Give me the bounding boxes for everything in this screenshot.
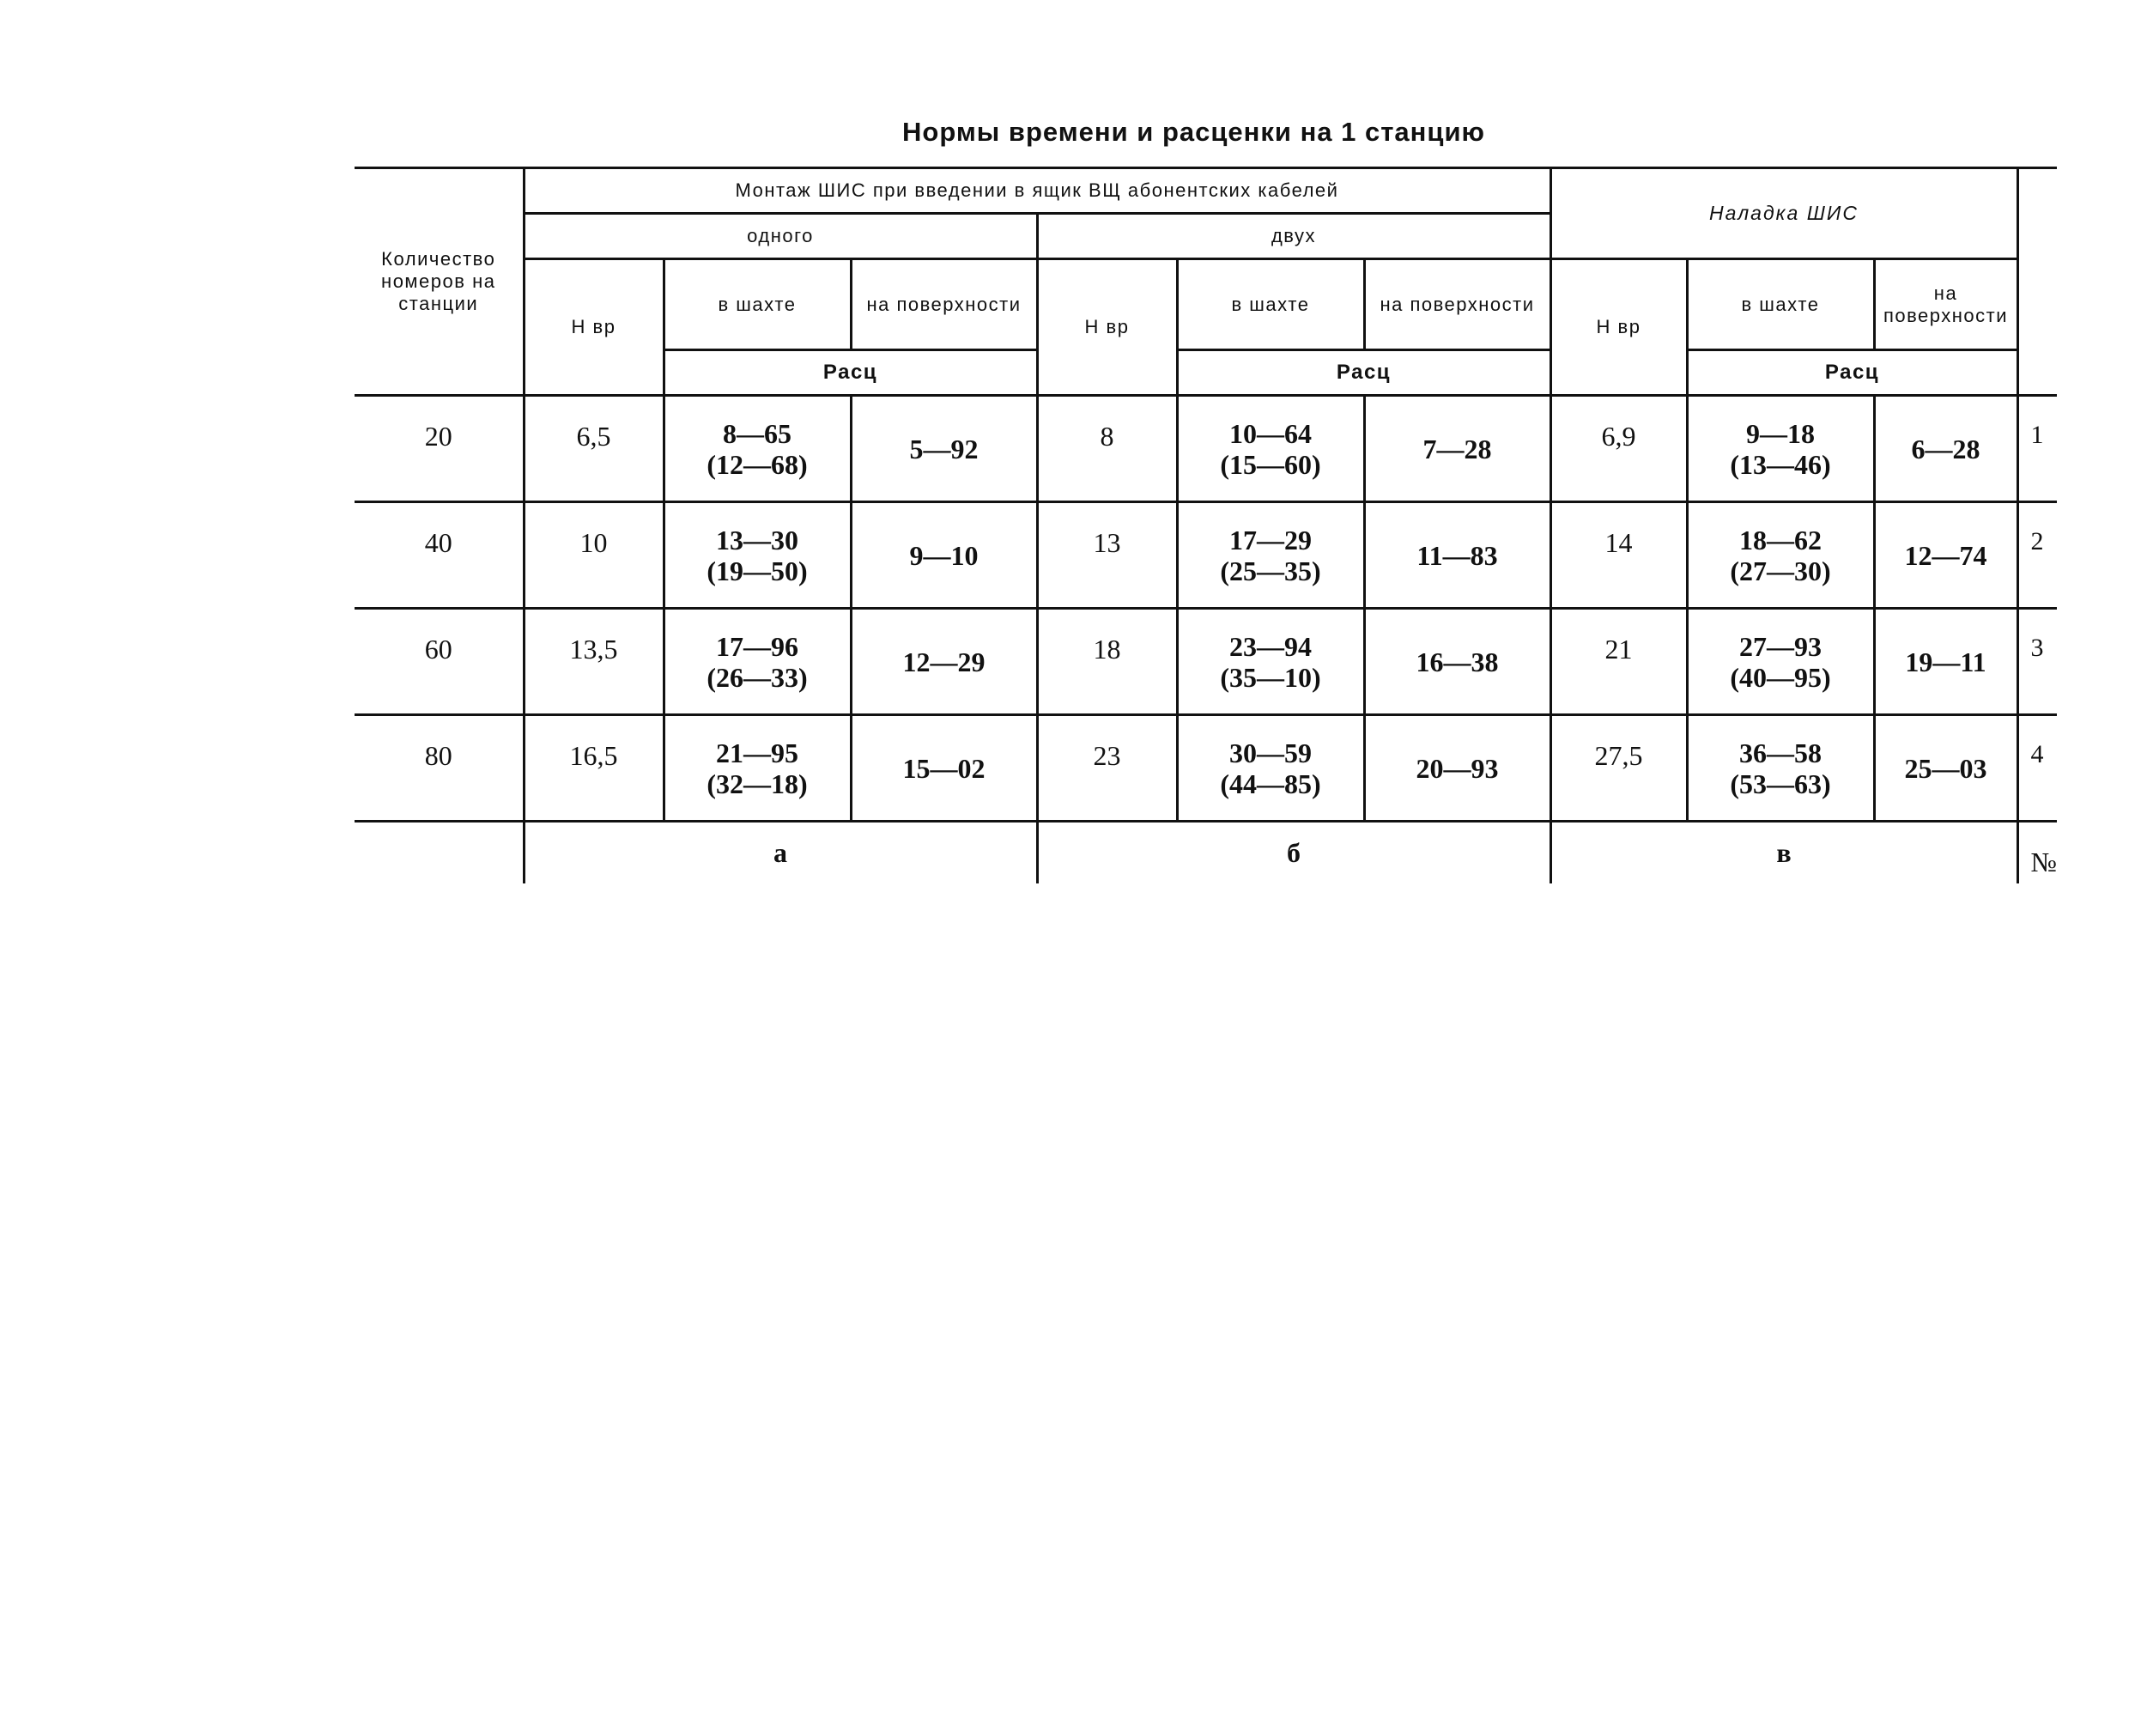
naladka-header: Наладка ШИС [1550, 168, 2017, 259]
number-sign-cell: № [2017, 822, 2057, 883]
a-shaft-header: в шахте [664, 259, 851, 350]
qty-header: Количество номеров на станции [355, 168, 524, 396]
row-number-cell: 3 [2017, 609, 2057, 715]
a-shaft-cell: 8—65 (12—68) [664, 396, 851, 502]
c-nvr-cell: 14 [1550, 502, 1687, 609]
c-surface-cell: 6—28 [1874, 396, 2017, 502]
b-nvr-cell: 8 [1037, 396, 1177, 502]
c-nvr-header: Н вр [1550, 259, 1687, 396]
b-surface-cell: 16—38 [1364, 609, 1550, 715]
qty-cell: 20 [355, 396, 524, 502]
c-surface-cell: 25—03 [1874, 715, 2017, 822]
column-letter-b: б [1037, 822, 1550, 883]
c-shaft-cell: 18—62 (27—30) [1687, 502, 1874, 609]
page-title: Нормы времени и расценки на 1 станцию [902, 117, 1485, 147]
table-row [355, 396, 2057, 502]
c-shaft-cell: 36—58 (53—63) [1687, 715, 1874, 822]
a-shaft-cell: 13—30 (19—50) [664, 502, 851, 609]
c-shaft-cell: 9—18 (13—46) [1687, 396, 1874, 502]
norms-table [355, 167, 2057, 883]
a-rasc-header: Расц [664, 350, 1037, 396]
b-surface-cell: 11—83 [1364, 502, 1550, 609]
a-shaft-cell: 17—96 (26—33) [664, 609, 851, 715]
row-number-cell: 2 [2017, 502, 2057, 609]
a-nvr-header: Н вр [524, 259, 664, 396]
c-nvr-cell: 21 [1550, 609, 1687, 715]
b-shaft-cell: 17—29 (25—35) [1177, 502, 1364, 609]
column-letter-c: в [1550, 822, 2017, 883]
c-nvr-cell: 6,9 [1550, 396, 1687, 502]
b-nvr-cell: 18 [1037, 609, 1177, 715]
c-surface-cell: 12—74 [1874, 502, 2017, 609]
c-shaft-header: в шахте [1687, 259, 1874, 350]
a-nvr-cell: 6,5 [524, 396, 664, 502]
column-letters-row [355, 822, 2057, 883]
b-shaft-cell: 23—94 (35—10) [1177, 609, 1364, 715]
b-nvr-cell: 13 [1037, 502, 1177, 609]
num-header-cell [2017, 168, 2057, 396]
table-row [355, 502, 2057, 609]
dvuh-header: двух [1037, 214, 1550, 259]
a-shaft-cell: 21—95 (32—18) [664, 715, 851, 822]
b-surface-cell: 7—28 [1364, 396, 1550, 502]
a-surface-cell: 12—29 [851, 609, 1037, 715]
odnogo-header: одного [524, 214, 1037, 259]
b-shaft-cell: 10—64 (15—60) [1177, 396, 1364, 502]
b-nvr-header: Н вр [1037, 259, 1177, 396]
qty-cell: 40 [355, 502, 524, 609]
c-surface-cell: 19—11 [1874, 609, 2017, 715]
c-shaft-cell: 27—93 (40—95) [1687, 609, 1874, 715]
b-surface-header: на поверхности [1364, 259, 1550, 350]
table-row [355, 609, 2057, 715]
a-surface-cell: 15—02 [851, 715, 1037, 822]
a-surface-header: на поверхности [851, 259, 1037, 350]
montazh-header: Монтаж ШИС при введении в ящик ВЩ абонентских кабелей [524, 168, 1550, 214]
a-nvr-cell: 13,5 [524, 609, 664, 715]
row-number-cell: 4 [2017, 715, 2057, 822]
qty-cell: 60 [355, 609, 524, 715]
a-surface-cell: 9—10 [851, 502, 1037, 609]
qty-cell: 80 [355, 715, 524, 822]
b-shaft-header: в шахте [1177, 259, 1364, 350]
a-nvr-cell: 10 [524, 502, 664, 609]
table-row [355, 715, 2057, 822]
row-number-cell: 1 [2017, 396, 2057, 502]
a-surface-cell: 5—92 [851, 396, 1037, 502]
footer-empty-cell [355, 822, 524, 883]
c-surface-header: на поверхности [1874, 259, 2017, 350]
b-nvr-cell: 23 [1037, 715, 1177, 822]
c-nvr-cell: 27,5 [1550, 715, 1687, 822]
b-surface-cell: 20—93 [1364, 715, 1550, 822]
c-rasc-header: Расц [1687, 350, 2017, 396]
column-letter-a: а [524, 822, 1037, 883]
b-rasc-header: Расц [1177, 350, 1550, 396]
a-nvr-cell: 16,5 [524, 715, 664, 822]
b-shaft-cell: 30—59 (44—85) [1177, 715, 1364, 822]
